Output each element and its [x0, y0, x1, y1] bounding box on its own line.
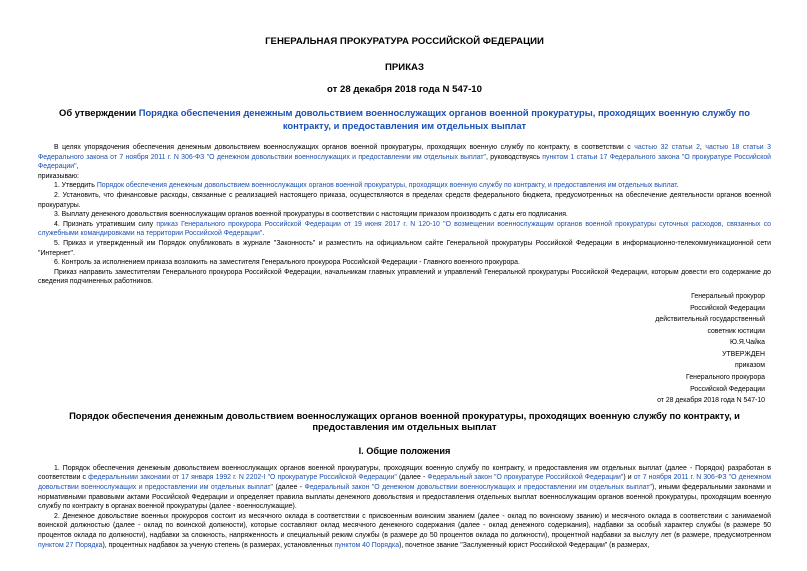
signature-line: Российской Федерации	[690, 304, 765, 312]
preamble-paragraph	[38, 143, 771, 172]
signature-block	[38, 291, 771, 407]
link-law-on-prosecution[interactable]: Федеральный закон "О прокуратуре Российской Федерации"	[427, 474, 624, 482]
procedure-title: Порядок обеспечения денежным довольствием военнослужащих органов военной прокуратуры, проходящих военную службу по контракту, и предоставления им отдельных выплат	[69, 409, 740, 433]
approval-line: Генерального прокурора	[686, 374, 765, 382]
link-part-32-article-2[interactable]: частью 32 статьи 2	[634, 144, 700, 151]
item-7: Приказ направить заместителям Генерального прокурора Российской Федерации, начальникам главных управлений и управлений Генеральной прокуратуры Российской Федерации, которым довести его содержание до сведения подчиненных работников.	[38, 268, 771, 286]
link-repealed-order[interactable]: приказ Генерального прокурора Российской Федерации от 19 июня 2017 г. N 120-10 "О возмещении военнослужащим органов военной прокуратуры суточных расходов, связанных со служебными командировками на территории Российской Федерации"	[38, 220, 771, 238]
paragraph-text: (далее -	[396, 474, 428, 482]
preamble-text-2: ,	[699, 144, 706, 151]
item-3: 3. Выплату денежного довольствия военнослужащим органов военной прокуратуры в соответствии с настоящим приказом производить с даты его подписания.	[54, 211, 568, 219]
approval-line: приказом	[735, 362, 765, 370]
signature-line: действительный государственный	[655, 316, 765, 324]
org-heading: ГЕНЕРАЛЬНАЯ ПРОКУРАТУРА РОССИЙСКОЙ ФЕДЕРАЦИИ	[265, 36, 544, 47]
item-1-end: .	[676, 182, 679, 190]
item-6: 6. Контроль за исполнением приказа возложить на заместителя Генерального прокурора Российской Федерации - Главного военного прокурора.	[54, 259, 520, 267]
section-heading: I. Общие положения	[358, 445, 451, 456]
link-point-40[interactable]: пунктом 40 Порядка	[334, 541, 400, 549]
section-paragraph-1	[38, 464, 771, 512]
order-body	[38, 143, 771, 287]
preamble-text-3: , руководствуясь	[486, 153, 543, 161]
signature-line: Ю.Я.Чайка	[729, 339, 765, 347]
date-number-heading: от 28 декабря 2018 года N 547-10	[327, 84, 482, 95]
paragraph-text: ), почетное звание "Заслуженный юрист Российской Федерации" (в размерах,	[399, 541, 650, 549]
order-title-link[interactable]: Порядка обеспечения денежным довольствием военнослужащих органов военной прокуратуры, проходящих военную службу по контракту, и предоставления им отдельных выплат	[138, 107, 750, 131]
signature-line: советник юстиции	[707, 327, 765, 335]
item-5: 5. Приказ и утвержденный им Порядок опубликовать в журнале "Законность" и разместить на официальном сайте Генеральной прокуратуры Российской Федерации в информационно-телекоммуникационной сети "Интернет".	[38, 239, 771, 257]
approval-line: от 28 декабря 2018 года N 547-10	[657, 397, 765, 405]
paragraph-text: ) и	[623, 474, 634, 482]
preamble-text-4: ,	[76, 163, 79, 171]
link-part-18-article-3[interactable]: частью 18 статьи 3 Федерального закона от 7 ноября 2011 г. N 306-ФЗ "О денежном довольствии военнослужащих и предоставлении им отдельных выплат"	[38, 144, 772, 161]
paragraph-text: 2. Денежное довольствие военных прокуроров состоит из месячного оклада в соответствии с присвоенным воинским званием (далее - оклад по воинскому званию) и месячного оклада в соответствии с занимаемой воинской должностью (далее - оклад по воинской должности), которые составляют оклад месячного денежного содержания (далее - оклад денежного содержания), надбавки за особый характер службы (в размере 50 процентов оклада по должности), надбавки за сложность, напряженность и специальный режим службы (в размере до 50 процентов оклада по должности), процентной надбавки за выслугу лет (в размере, предусмотренном	[38, 512, 771, 539]
order-word: приказываю:	[38, 172, 79, 180]
link-law-on-allowance[interactable]: Федеральный закон "О денежном довольствии военнослужащих и предоставлении им отдельных выплат"	[304, 484, 652, 492]
link-point-1-article-17[interactable]: пунктом 1 статьи 17 Федерального закона "О прокуратуре Российской Федерации"	[38, 153, 771, 171]
item-4	[38, 220, 771, 239]
link-law-306-fz[interactable]: от 7 ноября 2011 г. N 306-ФЗ "О денежном довольствии военнослужащих и предоставлении им отдельных выплат"	[38, 474, 771, 492]
item-4-text: 4. Признать утратившим силу	[54, 220, 157, 228]
paragraph-text: ), иными федеральными законами и нормативными правовыми актами Российской Федерации и определяет правила выплаты денежного довольствия и предоставления отдельных выплат военнослужащим органов военной прокуратуры, проходящим военную службу по контракту в органах военной прокуратуры (далее - военнослужащие).	[38, 484, 772, 511]
item-2: 2. Установить, что финансовые расходы, связанные с реализацией настоящего приказа, осуществляются в пределах средств федерального бюджета, предусмотренных на обеспечение деятельности органов военной прокуратуры.	[38, 191, 771, 209]
signature-line: Генеральный прокурор	[691, 292, 765, 300]
order-title-prefix: Об утверждении	[59, 107, 139, 118]
item-4-end: .	[262, 230, 265, 238]
section-paragraph-2	[38, 512, 771, 550]
item-1	[38, 181, 771, 191]
preamble-text-1: В целях упорядочения обеспечения денежным довольствием военнослужащих органов военной прокуратуры, проходящих военную службу по контракту, в соответствии с	[54, 144, 635, 151]
approval-line: УТВЕРЖДЕН	[722, 350, 765, 358]
link-approve-procedure[interactable]: Порядок обеспечения денежным довольствием военнослужащих органов военной прокуратуры, проходящих военную службу по контракту, и предоставления им отдельных выплат	[96, 182, 677, 190]
order-title	[38, 107, 771, 132]
doc-type-heading: ПРИКАЗ	[385, 62, 424, 73]
paragraph-text: ), процентных надбавок за ученую степень (в размерах, установленных	[102, 541, 335, 549]
link-point-27[interactable]: пунктом 27 Порядка	[38, 541, 103, 549]
link-federal-laws[interactable]: федеральными законами от 17 января 1992 г. N 2202-I "О прокуратуре Российской Федерации"	[88, 474, 397, 482]
paragraph-text: 1. Порядок обеспечения денежным довольствием военнослужащих органов военной прокуратуры, проходящих военную службу по контракту, и предоставления им отдельных выплат (далее - Порядок) разработан в соответствии с	[38, 464, 771, 482]
item-1-text: 1. Утвердить	[54, 182, 97, 190]
paragraph-text: (далее -	[273, 484, 305, 492]
approval-line: Российской Федерации	[690, 385, 765, 393]
section-body	[38, 464, 771, 550]
